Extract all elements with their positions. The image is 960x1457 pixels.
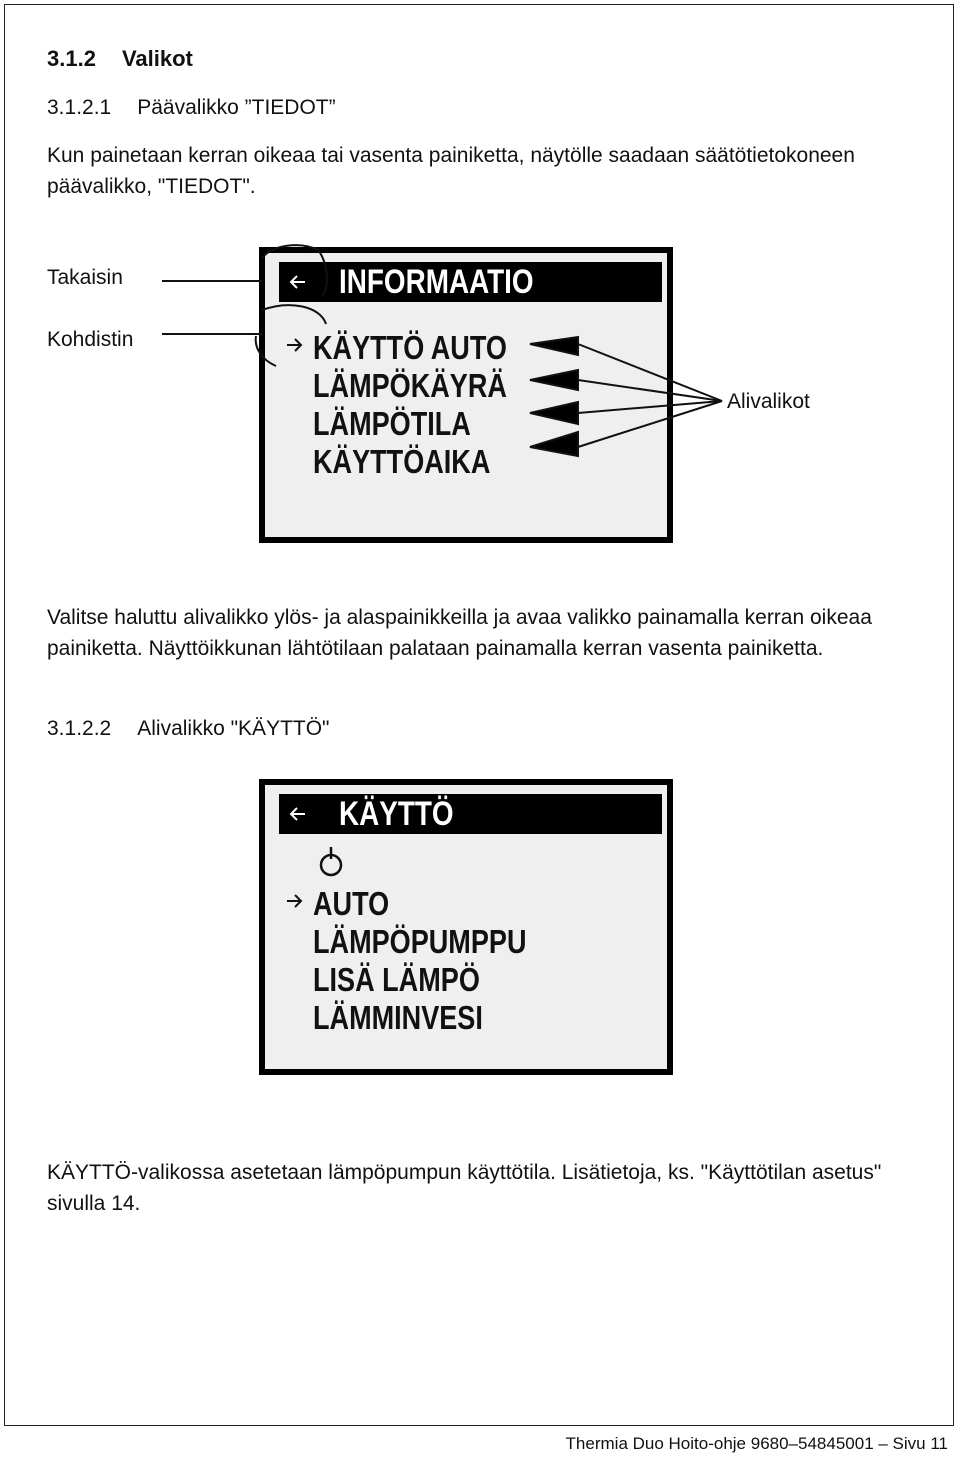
- instructions-paragraph: Valitse haluttu alivalikko ylös- ja alaspainikkeilla ja avaa valikko painamalla kerran oikeaa painiketta. Näyttöikkunan lähtötilaan palataan painamalla kerran vasenta painiketta.: [47, 606, 872, 660]
- label-cursor: Kohdistin: [47, 328, 134, 351]
- back-arrow-icon: [287, 796, 309, 832]
- subsection-heading-1: [47, 92, 336, 123]
- subsection-title-2: Alivalikko "KÄYTTÖ": [137, 717, 330, 740]
- subsection-number-1: 3.1.2.1: [47, 96, 112, 119]
- section-heading: [47, 43, 193, 74]
- display-screen-kaytto-menu: [259, 779, 673, 1075]
- subsection-title-1: Päävalikko ”TIEDOT”: [137, 96, 336, 119]
- screen-title: KÄYTTÖ: [339, 795, 454, 833]
- menu-item[interactable]: LÄMMINVESI: [313, 999, 483, 1036]
- menu-list: [313, 329, 507, 481]
- cursor-arrow-icon: [285, 335, 305, 355]
- menu-item[interactable]: KÄYTTÖ AUTO: [313, 329, 507, 366]
- kaytto-description: KÄYTTÖ-valikossa asetetaan lämpöpumpun käyttötila. Lisätietoja, ks. "Käyttötilan asetus" sivulla 14.: [47, 1161, 882, 1215]
- page-footer: Thermia Duo Hoito-ohje 9680–54845001 – Sivu 11: [565, 1434, 948, 1453]
- menu-item[interactable]: AUTO: [313, 885, 390, 922]
- intro-paragraph: Kun painetaan kerran oikeaa tai vasenta painiketta, näytölle saadaan säätötietokoneen päävalikko, "TIEDOT".: [47, 144, 855, 198]
- label-submenus: Alivalikot: [727, 390, 810, 413]
- section-number: 3.1.2: [47, 46, 96, 71]
- menu-item[interactable]: LÄMPÖTILA: [313, 405, 471, 442]
- subsection-heading-2: [47, 713, 330, 744]
- power-icon: [317, 845, 345, 879]
- back-arrow-icon: [287, 264, 309, 300]
- label-back: Takaisin: [47, 266, 123, 289]
- menu-item[interactable]: LISÄ LÄMPÖ: [313, 961, 480, 998]
- menu-item[interactable]: KÄYTTÖAIKA: [313, 443, 491, 480]
- menu-item[interactable]: LÄMPÖKÄYRÄ: [313, 367, 507, 404]
- screen-title: INFORMAATIO: [339, 263, 534, 301]
- section-title: Valikot: [121, 46, 193, 71]
- subsection-number-2: 3.1.2.2: [47, 717, 112, 740]
- screen-title-bar: [279, 794, 662, 834]
- menu-list: [313, 885, 526, 1037]
- cursor-arrow-icon: [285, 891, 305, 911]
- display-screen-main-menu: [259, 247, 673, 543]
- menu-item[interactable]: LÄMPÖPUMPPU: [313, 923, 527, 960]
- screen-title-bar: [279, 262, 662, 302]
